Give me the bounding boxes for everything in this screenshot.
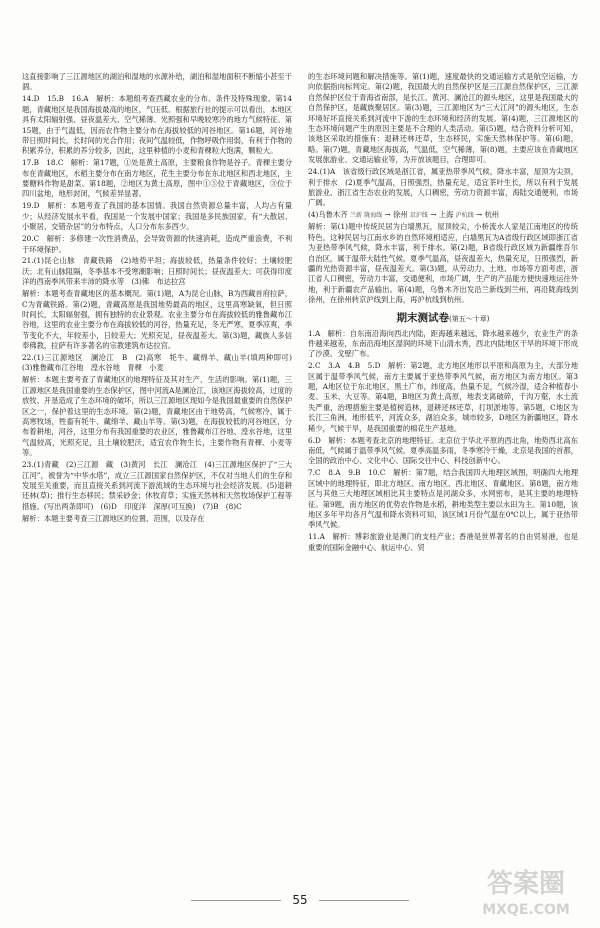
answer-paragraph: 17.B 18.C 解析：第17题，①处是黄土高原，主要粮食作物是谷子。青稞主要分布在青藏地区，水稻主要分布在南方地区，花生主要分布在东北地区和西北地区，主要糖料作物是甜菜。第18题，②地区为黄土高原，图中①⑤位于青藏地区，③位于四川盆地，地形封闭，气候差异显著。 (22, 158, 292, 199)
route-stop: 徐州 (393, 210, 408, 220)
route-line-label: 陇海线 (364, 212, 383, 220)
svg-text:答案圈: 答案圈 (486, 869, 566, 899)
route-line-label: 沪杭线 (455, 212, 474, 220)
answer-paragraph: 7.C 8.A 9.B 10.C 解析：第7题，结合我国四大地理区域图，明确四大地理区域中的地理特征，即北方地区、南方地区、西北地区、青藏地区。第8题，南方地区与其他三大地理区域相比其主要特点是河湖众多，水网密布，是其主要的地理特征。第9题，南方地区的优势农作物是水稻，耕地类型主要以水田为主。第10题，该地区多年平均各月气温和降水资料可知，该区域1月份气温在0℃以上，属于亚热带季风气候。 (308, 468, 578, 530)
footer-rule-left (191, 900, 281, 901)
answer-paragraph: 这直接影响了三江源地区的湖泊和湿地的水源补给，湖泊和湿地面积不断缩小甚至干涸。 (22, 72, 292, 92)
route-line-label: 兰新 (349, 212, 362, 220)
watermark-logo (466, 862, 586, 922)
section-title-main: 期末测试卷 (396, 311, 450, 324)
answer-paragraph: 的生态环境问题和解决措施等。第(1)题，速度最快的交通运输方式是航空运输，方向依据指向标判定。第(2)题，我国最大的自然保护区是三江源自然保护区，三江源自然保护区位于青海省南部，是长江、黄河、澜沧江的源头地区，这里是我国最大的自然保护区，是藏族聚居区。第(3)题，三江源地区为“三大江河”的源头地区，生态环境好坏直接关系到河流中下游的生态环境和经济的发展。第(4)题，三江源地区的生态环境问题产生的原因主要是不合理的人类活动。第(5)题，结合资料分析可知，该地区采取的措施有：退耕还林还草，生态移民，实施天然林保护等。第(6)题，略。第(7)题，青藏地区海拔高，气温低，空气稀薄，第(8)题，主要应该在青藏地区发展旅游业、交通运输业等，为开放该题目，合理即可。 (308, 72, 578, 165)
answer-paragraph: 解析：第(1)题中传统民居为白墙黑瓦，屋顶较尖，小桥流水人家是江南地区的传统特色，这种民居与江南水乡的自然环境相适应，白墙黑瓦为A省级行政区域即浙江省为亚热带季风气候，降水丰富，利于排水。第(2)题，B省级行政区域为新疆维吾尔自治区，属于温带大陆性气候，夏季气温高，昼夜温差大，热量充足，日照强烈，新疆的光热资源丰富，昼夜温差大。第(3)题，从劳动力、土地、市场等方面考虑，浙江省人口稠密，劳动力丰富，交通便利，市场广阔，生产的产品能方便快速地运往外地，利于新疆农产品输出。第(4)题，乌鲁木齐出发沿兰新线到兰州，再沿陇海线到徐州，在徐州转京沪线到上海，再沪杭线到杭州。 (308, 222, 578, 305)
section-title-sub: (第五～十章) (449, 314, 490, 323)
answer-paragraph: 1.A 解析：自东南沿海向西北内陆，距海越来越远，降水越来越少，农业生产的条件越来越差，东南沿海地区湿润的环境下山清水秀，西北内陆地区干旱的环境下形成了沙漠、戈壁广布。 (308, 328, 578, 359)
route-start: (4)乌鲁木齐 (308, 210, 348, 220)
footer-rule-right (319, 900, 409, 901)
answer-paragraph: 6.D 解析：本题考查北京的地理特征。北京位于华北平原的西北角，地势西北高东南低，气候属于温带季风气候，夏季高温多雨，冬季寒冷干燥，北京是我国的首都，全国的政治中心、文化中心、国际交往中心、科技创新中心。 (308, 435, 578, 466)
arrow-right-icon: → (384, 210, 391, 220)
answer-paragraph: 11.A 解析：博彩旅游业是澳门的支柱产业；香港是世界著名的自由贸易港，也是重要的国际金融中心、航运中心、贸 (308, 532, 578, 552)
route-stop: 杭州 (484, 210, 500, 220)
answer-paragraph: 24.(1)A 该省级行政区域是浙江省，属亚热带季风气候，降水丰富，屋顶为尖顶，利于排水 (2)夏季气温高，日照强烈，热量充足，适宜茶叶生长，所以有利于发展旅游业、浙江省生态农业的发展，人口稠密，劳动力资源丰富，海陆交通便利，市场广阔。 (308, 167, 578, 208)
answer-paragraph: 22.(1)三江源地区 澜沧江 B (2)高寒 牦牛、藏绵羊、藏山羊(填两种即可) (3)雅鲁藏布江谷地 湟水谷地 青稞 小麦 (22, 353, 300, 373)
answer-paragraph: 解析：本题主要考查了青藏地区的地理特征及其对生产、生活的影响。第(1)题，三江源地区是我国重要的生态保护区，图中河流A是澜沧江，该地区海拔较高，过度的放牧、开垦造成了生态环境的破坏，所以三江源地区现如今是我国最重要的自然保护区之一，保护着这里的生态环境。第(2)题，青藏地区由于地势高，气候寒冷，属于高寒牧场，牲畜有牦牛、藏绵羊、藏山羊等。第(3)题，在海拔较低的河谷地区，分布着耕地，河谷，这里分布有我国重要的农业区，雅鲁藏布江谷地、湟水谷地，这里气温较高，光照充足，且土壤较肥沃，适宜农作物生长，主要作物有青稞、小麦等等。 (22, 375, 292, 458)
arrow-right-icon: → (475, 210, 483, 220)
answer-paragraph: 23.(1)青藏 (2)三江源 藏 (3)黄河 长江 澜沧江 (4)三江源地区保护了“三大江河”，被誉为“中华水塔”，成立三江源国家自然保护区，不仅对当地人们的生存和发展至关重要，而且直接关系到河流下游流域的生态环境与社会经济发展。(5)退耕还林(草)；推行生态移民；禁采砂金；休牧育草；实施天然林和天然牧场保护工程等措施。(写出两条即可) (6)D 印度洋 深厚(可互换) (7)B (8)C (22, 460, 292, 511)
arrow-right-icon: → (430, 210, 437, 220)
answer-paragraph: 21.(1)昆仑山脉 青藏铁路 (2)地势平坦；海拔较低，热量条件较好；土壤较肥沃；北有山脉阻隔，冬季基本不受寒潮影响；日照时间长；昼夜温差大；可获得印度洋的西南季风带来丰沛的降水等 (3)佛 布达拉宫 (22, 256, 292, 287)
answer-paragraph: 19.D 解析：本题考查了我国的基本国情。我国自然资源总量丰富，人均占有量少；从经济发展水平看，我国是一个发展中国家；我国是多民族国家，有“大散居、小聚居、交错杂居”的分布特点，人口分布东多西少。 (22, 201, 292, 232)
svg-text:MXQE.COM: MXQE.COM (482, 902, 570, 918)
answer-paragraph: 解析：本题主要考查三江源地区的位置、范围，以及存在 (22, 513, 205, 523)
page-number: 55 (292, 893, 308, 907)
route-stop: 上海 (438, 210, 454, 220)
railway-route (308, 210, 578, 221)
route-line-label: 京沪线 (409, 212, 428, 220)
answer-paragraph: 解析：本题考查青藏地区的基本概况。第(1)题，A为昆仑山脉，B为西藏首府拉萨，C为青藏铁路。第(2)题，青藏高原是我国地势最高的地区，这里高寒缺氧，但日照时间长，太阳辐射强，拥有独特的农业景观。农业主要分布在海拔较低的雅鲁藏布江谷地，这里的农业主要分布在海拔较低的河谷，热量充足，冬无严寒，夏季凉爽，季节变化不大，年较差小，日较差大；光照充足，昼夜温差大。第(3)题，藏族人多信奉佛教，拉萨有许多著名的宗教建筑布达拉宫。 (22, 289, 292, 351)
left-column (22, 72, 300, 864)
section-title (308, 310, 578, 325)
two-column-body (22, 72, 578, 864)
answer-paragraph: 14.D 15.B 16.A 解析：本题组考查西藏农业的分布、条件及特殊现象。第14题，青藏地区是我国海拔最高的地区，气压低。根据旅行社的提示可以看出，本地区具有太阳辐射强、昼夜温差大、空气稀薄、光照强和早晚较寒冷的地方气候特征。第15题，由于气温低，因而农作物主要分布在海拔较低的河谷地区。第16题，河谷地带日照时间长，长时间的光合作用；夜间气温较低，作物呼吸作用弱，有利于作物的积累养分，积累的养分较多，因此，这里种植的小麦和青稞粒大饱满，颗粒大。 (22, 94, 292, 156)
answer-paragraph: 20.C 解析：多修建一次性消费品，会导致资源的快速消耗，造成严重浪费，不利于环境保护。 (22, 234, 292, 254)
right-column (308, 72, 578, 864)
answer-paragraph: 2.C 3.A 4.B 5.D 解析：第2题，北方地区地形以平原和高原为主，大部分地区属于温带季风气候，南方主要属于亚热带季风气候，南方地区为南方地区。第3题，A地区位于东北地区，黑土广布，纬度高，热量不足，气候冷湿，适合种植春小麦、玉米、大豆等。第4题，B地区为黄土高原，地表支离破碎，千沟万壑，水土流失严重，治理措施主要是植树造林，退耕还林还草，打坝淤地等。第5题，C地区为长江三角洲，地形低平，河流众多，湖泊众多，城市较多，D地区为新疆地区，降水稀少，气候干旱，是我国重要的棉花生产基地。 (308, 361, 578, 433)
